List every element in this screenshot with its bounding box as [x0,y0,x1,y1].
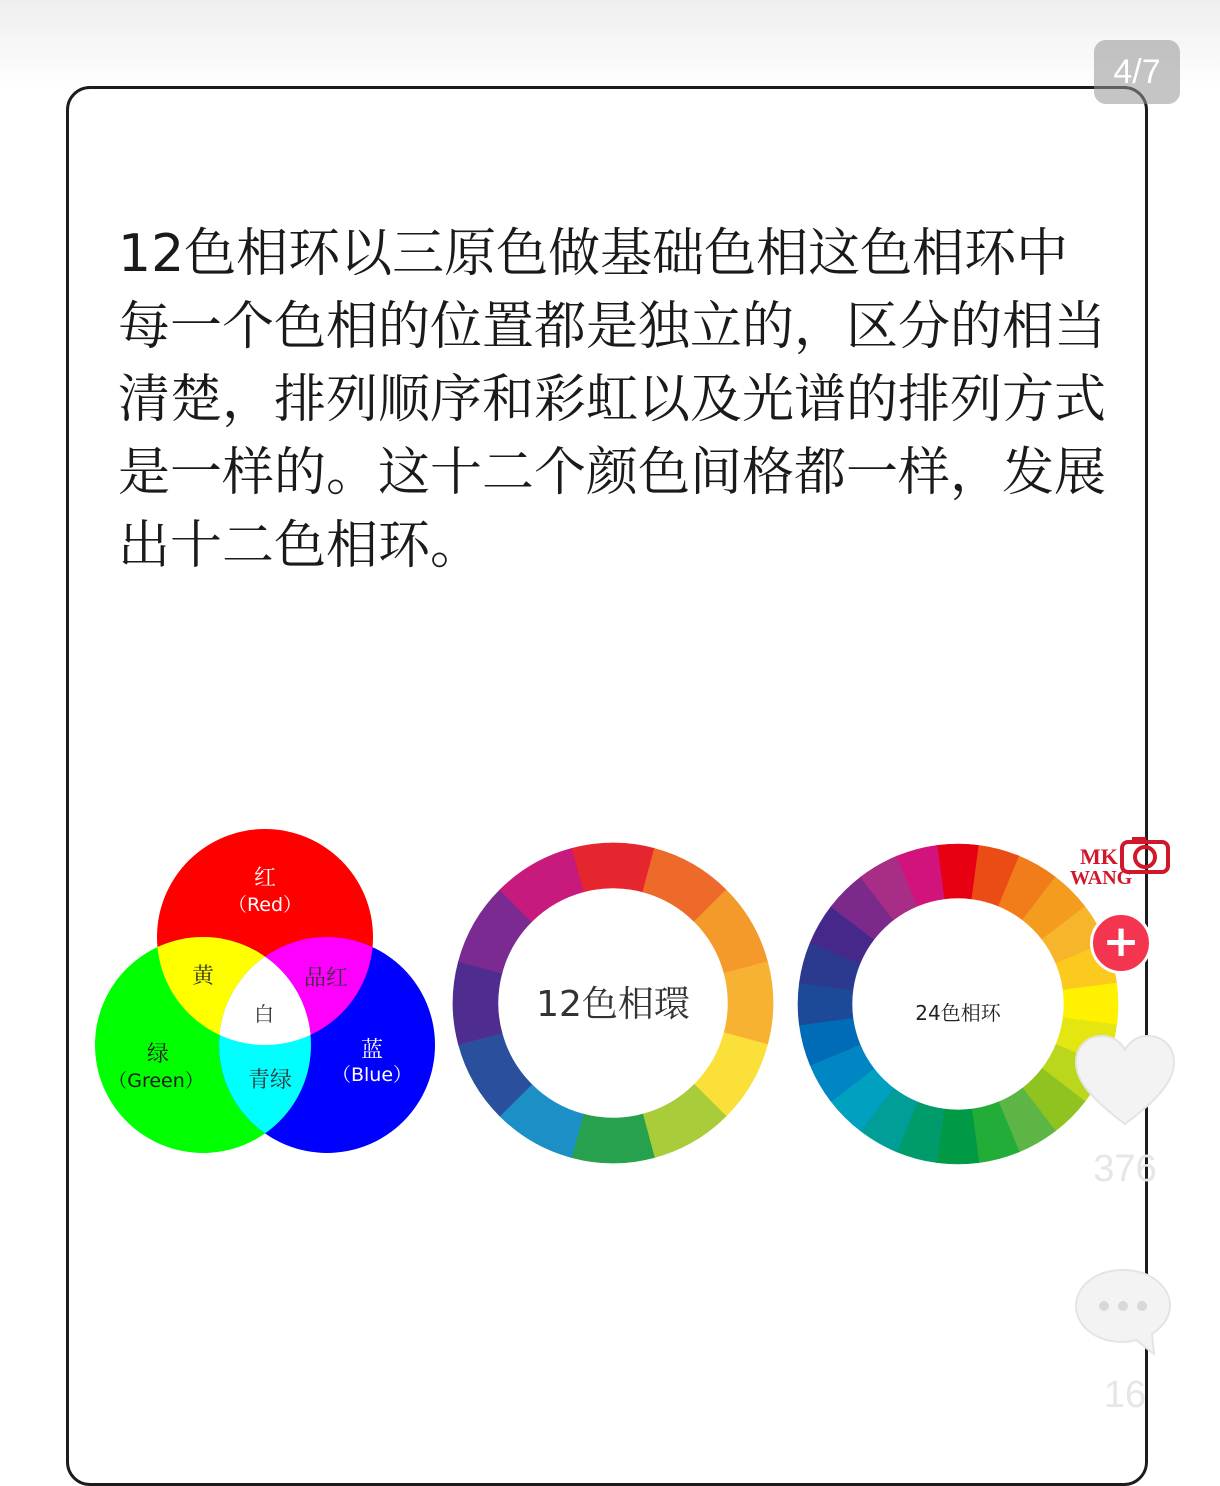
venn-label-yellow: 黄 [191,964,215,989]
venn-label-green-en: （Green） [108,1070,204,1092]
hue-wheel-12-segment [572,843,655,892]
like-count: 376 [1093,1148,1157,1190]
venn-label-red-en: （Red） [227,894,303,916]
hue-wheel-12-segment [453,962,502,1045]
hue-wheel-12-segment [572,1114,655,1163]
venn-label-magenta: 品红 [303,966,349,991]
venn-label-blue-en: （Blue） [331,1064,413,1086]
venn-label-green: 绿 [146,1042,170,1067]
hue-wheel-12 [448,838,778,1168]
hue-wheel-12-label: 12色相環 [536,984,690,1025]
venn-label-red: 红 [253,866,277,891]
hue-wheel-24-label: 24色相环 [915,1001,1001,1025]
follow-button[interactable]: + [1090,912,1152,974]
page-indicator: 4/7 [1094,40,1180,104]
watermark-line2: WANG [1070,867,1133,889]
rgb-venn-diagram [90,825,440,1155]
hue-wheel-12-segment [724,962,773,1045]
venn-label-blue: 蓝 [360,1038,384,1063]
watermark-line1: MK [1080,844,1118,869]
mkwang-watermark-logo [1066,836,1176,896]
comment-count: 16 [1103,1374,1147,1416]
venn-label-cyan: 青绿 [247,1068,293,1093]
comment-icon[interactable] [1068,1262,1178,1362]
top-fade [0,0,1220,90]
venn-label-white: 白 [254,1002,274,1026]
heart-icon[interactable] [1070,1032,1180,1132]
description-text: 12色相环以三原色做基础色相这色相环中每一个色相的位置都是独立的，区分的相当清楚，排列顺序和彩虹以及光谱的排列方式是一样的。这十二个颜色间格都一样，发展出十二色相环。 [118,224,1107,576]
